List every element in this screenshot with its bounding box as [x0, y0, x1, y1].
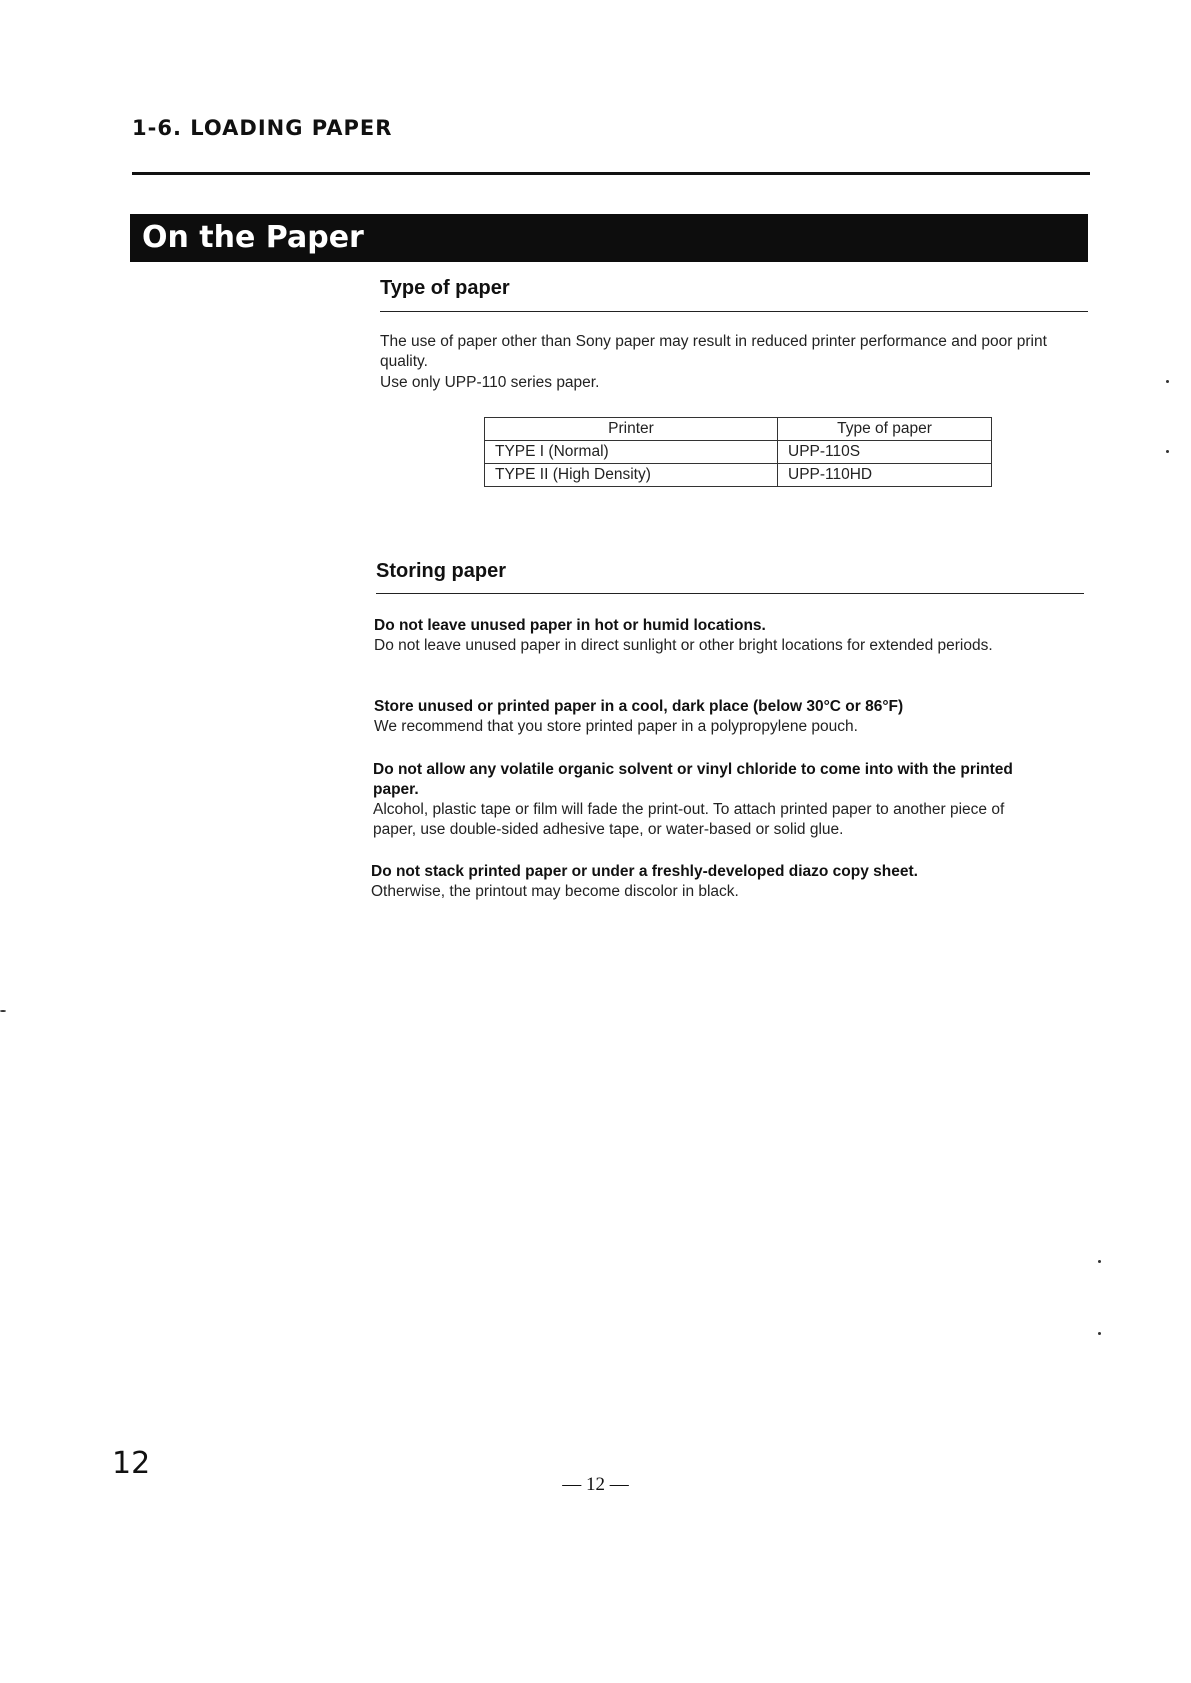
storing-item-1-text: Do not leave unused paper in direct sunlight or other bright locations for extended periods. — [374, 637, 993, 654]
scan-speck — [1098, 1332, 1101, 1335]
table-cell: TYPE I (Normal) — [485, 441, 778, 464]
paper-type-table — [484, 417, 992, 487]
type-of-paper-heading: Type of paper — [380, 277, 510, 299]
table-cell: UPP-110HD — [778, 464, 992, 487]
storing-item-4-title: Do not stack printed paper or under a freshly-developed diazo copy sheet. — [371, 863, 918, 880]
table-header-printer: Printer — [485, 418, 778, 441]
storing-paper-rule — [376, 593, 1084, 594]
type-of-paper-paragraph-1: The use of paper other than Sony paper may result in reduced printer performance and poor print quality. — [380, 333, 1047, 370]
banner-title: On the Paper — [142, 220, 364, 255]
storing-item-1 — [374, 616, 1034, 656]
table-cell: TYPE II (High Density) — [485, 464, 778, 487]
storing-item-2 — [374, 697, 1034, 737]
storing-item-3 — [373, 760, 1033, 840]
storing-item-4-text: Otherwise, the printout may become discolor in black. — [371, 883, 739, 900]
table-row — [485, 464, 992, 487]
scan-speck — [1166, 450, 1169, 453]
scan-speck — [1166, 380, 1169, 383]
page-number-center: — 12 — — [562, 1474, 629, 1495]
storing-item-3-title: Do not allow any volatile organic solvent or vinyl chloride to come into with the printed paper. — [373, 761, 1013, 798]
storing-item-1-title: Do not leave unused paper in hot or humid locations. — [374, 617, 766, 634]
storing-paper-heading: Storing paper — [376, 560, 507, 582]
table-cell: UPP-110S — [778, 441, 992, 464]
page-number-left: 12 — [112, 1446, 151, 1481]
storing-item-4 — [371, 862, 1031, 902]
storing-item-3-text: Alcohol, plastic tape or film will fade the print-out. To attach printed paper to another piece of paper, use double-sided adhesive tape, or water-based or solid glue. — [373, 801, 1005, 838]
table-header-type: Type of paper — [778, 418, 992, 441]
scan-speck — [0, 1010, 6, 1012]
type-of-paper-rule — [380, 311, 1088, 312]
type-of-paper-paragraph-2: Use only UPP-110 series paper. — [380, 374, 600, 391]
chapter-heading: 1-6. LOADING PAPER — [132, 116, 393, 140]
table-header-row — [485, 418, 992, 441]
scan-speck — [1098, 1260, 1101, 1263]
storing-item-2-title: Store unused or printed paper in a cool, dark place (below 30°C or 86°F) — [374, 698, 904, 715]
table-row — [485, 441, 992, 464]
storing-item-2-text: We recommend that you store printed paper in a polypropylene pouch. — [374, 718, 858, 735]
header-rule — [132, 172, 1090, 175]
